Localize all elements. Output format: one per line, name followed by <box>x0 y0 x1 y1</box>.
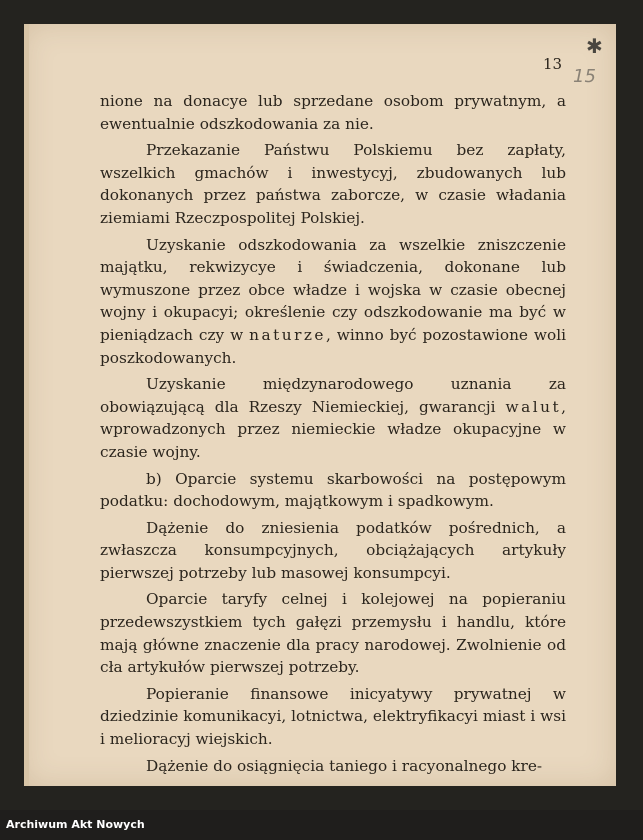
spaced-emphasis-text: walut <box>505 397 562 416</box>
paragraph <box>100 755 566 778</box>
paragraph <box>100 373 566 463</box>
paragraph-text: nione na donacye lub sprzedane osobom prywatnym, a ewentualnie odszkodowania za nie. <box>100 92 566 133</box>
paragraph-text: Oparcie taryfy celnej i kolejowej na popieraniu przedewszystkiem tych gałęzi przemysłu i handlu, które mają główne znaczenie dla pracy narodowej. Zwolnienie od cła artykułów pierwszej potrzeby. <box>100 590 566 677</box>
pencil-mark: ✱ <box>586 34 603 58</box>
page-number: 13 <box>543 55 563 73</box>
paragraph <box>100 139 566 229</box>
paragraph <box>100 90 566 135</box>
paragraph-text: , winno być pozostawione woli poszkodowanych. <box>100 325 566 367</box>
paragraph-text: Przekazanie Państwu Polskiemu bez zapłaty, wszelkich gmachów i inwestycyj, zbudowanych lub dokonanych przez państwa zaborcze, w czasie władania ziemiami Rzeczpospolitej Polskiej. <box>100 141 566 227</box>
paragraph-text: b) Oparcie systemu skarbowości na postępowym podatku: dochodowym, majątkowym i spadkowym. <box>100 469 566 511</box>
pencil-folio-number: 15 <box>573 66 596 87</box>
paragraph-text: Dążenie do osiągnięcia taniego i racyonalnego kre- <box>146 756 543 775</box>
document-body-text <box>100 90 566 781</box>
archive-label: Archiwum Akt Nowych <box>6 818 145 831</box>
paragraph <box>100 683 566 751</box>
paragraph <box>100 468 566 513</box>
paragraph <box>100 588 566 678</box>
paragraph <box>100 234 566 370</box>
paragraph-text: Dążenie do zniesienia podatków pośrednich, a zwłaszcza konsumpcyjnych, obciążających artykuły pierwszej potrzeby lub masowej konsumpcyi. <box>100 518 566 582</box>
paragraph-text: Uzyskanie międzynarodowego uznania za obowiązującą dla Rzeszy Niemieckiej, gwarancji <box>100 375 566 416</box>
page-edge <box>24 24 29 786</box>
paragraph-text: Uzyskanie odszkodowania za wszelkie zniszczenie majątku, rekwizycye i świadczenia, dokonane lub wymuszone przez obce władze i wojska w czasie obecnej wojny i okupacyi; określenie czy odszkodowanie ma być w pieniądzach czy w <box>100 235 566 344</box>
paragraph-text: , wprowadzonych przez niemieckie władze okupacyjne w czasie wojny. <box>100 397 566 461</box>
paragraph <box>100 517 566 585</box>
paragraph-text: Popieranie finansowe inicyatywy prywatnej w dziedzinie komunikacyi, lotnictwa, elektryfikacyi miast i wsi i melioracyj wiejskich. <box>100 684 566 749</box>
spaced-emphasis-text: naturze <box>249 325 326 344</box>
